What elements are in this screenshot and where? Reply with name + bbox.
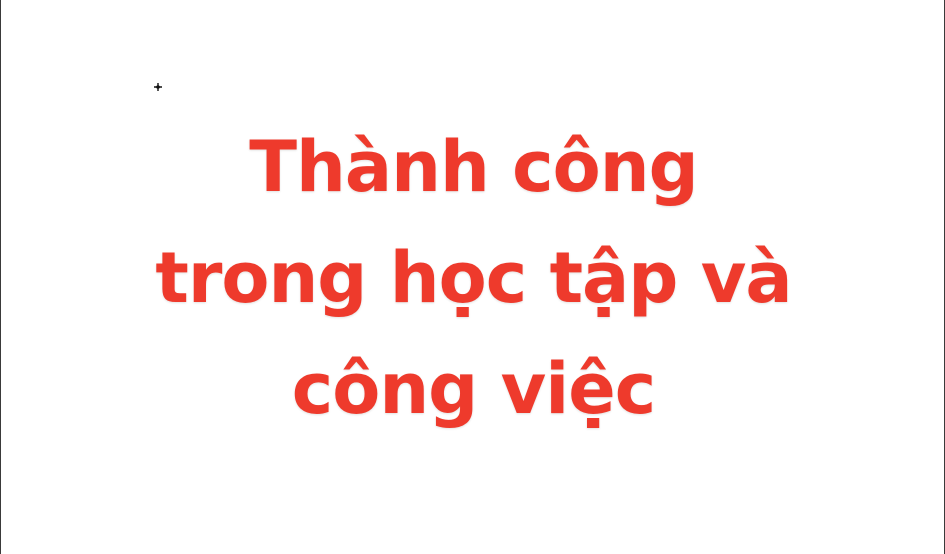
headline	[1, 112, 945, 445]
headline-line-2: trong học tập và	[155, 237, 792, 319]
headline-line-3: công việc	[291, 348, 656, 430]
headline-line-1: Thành công	[249, 126, 698, 208]
crosshair-dot-icon	[154, 83, 162, 91]
